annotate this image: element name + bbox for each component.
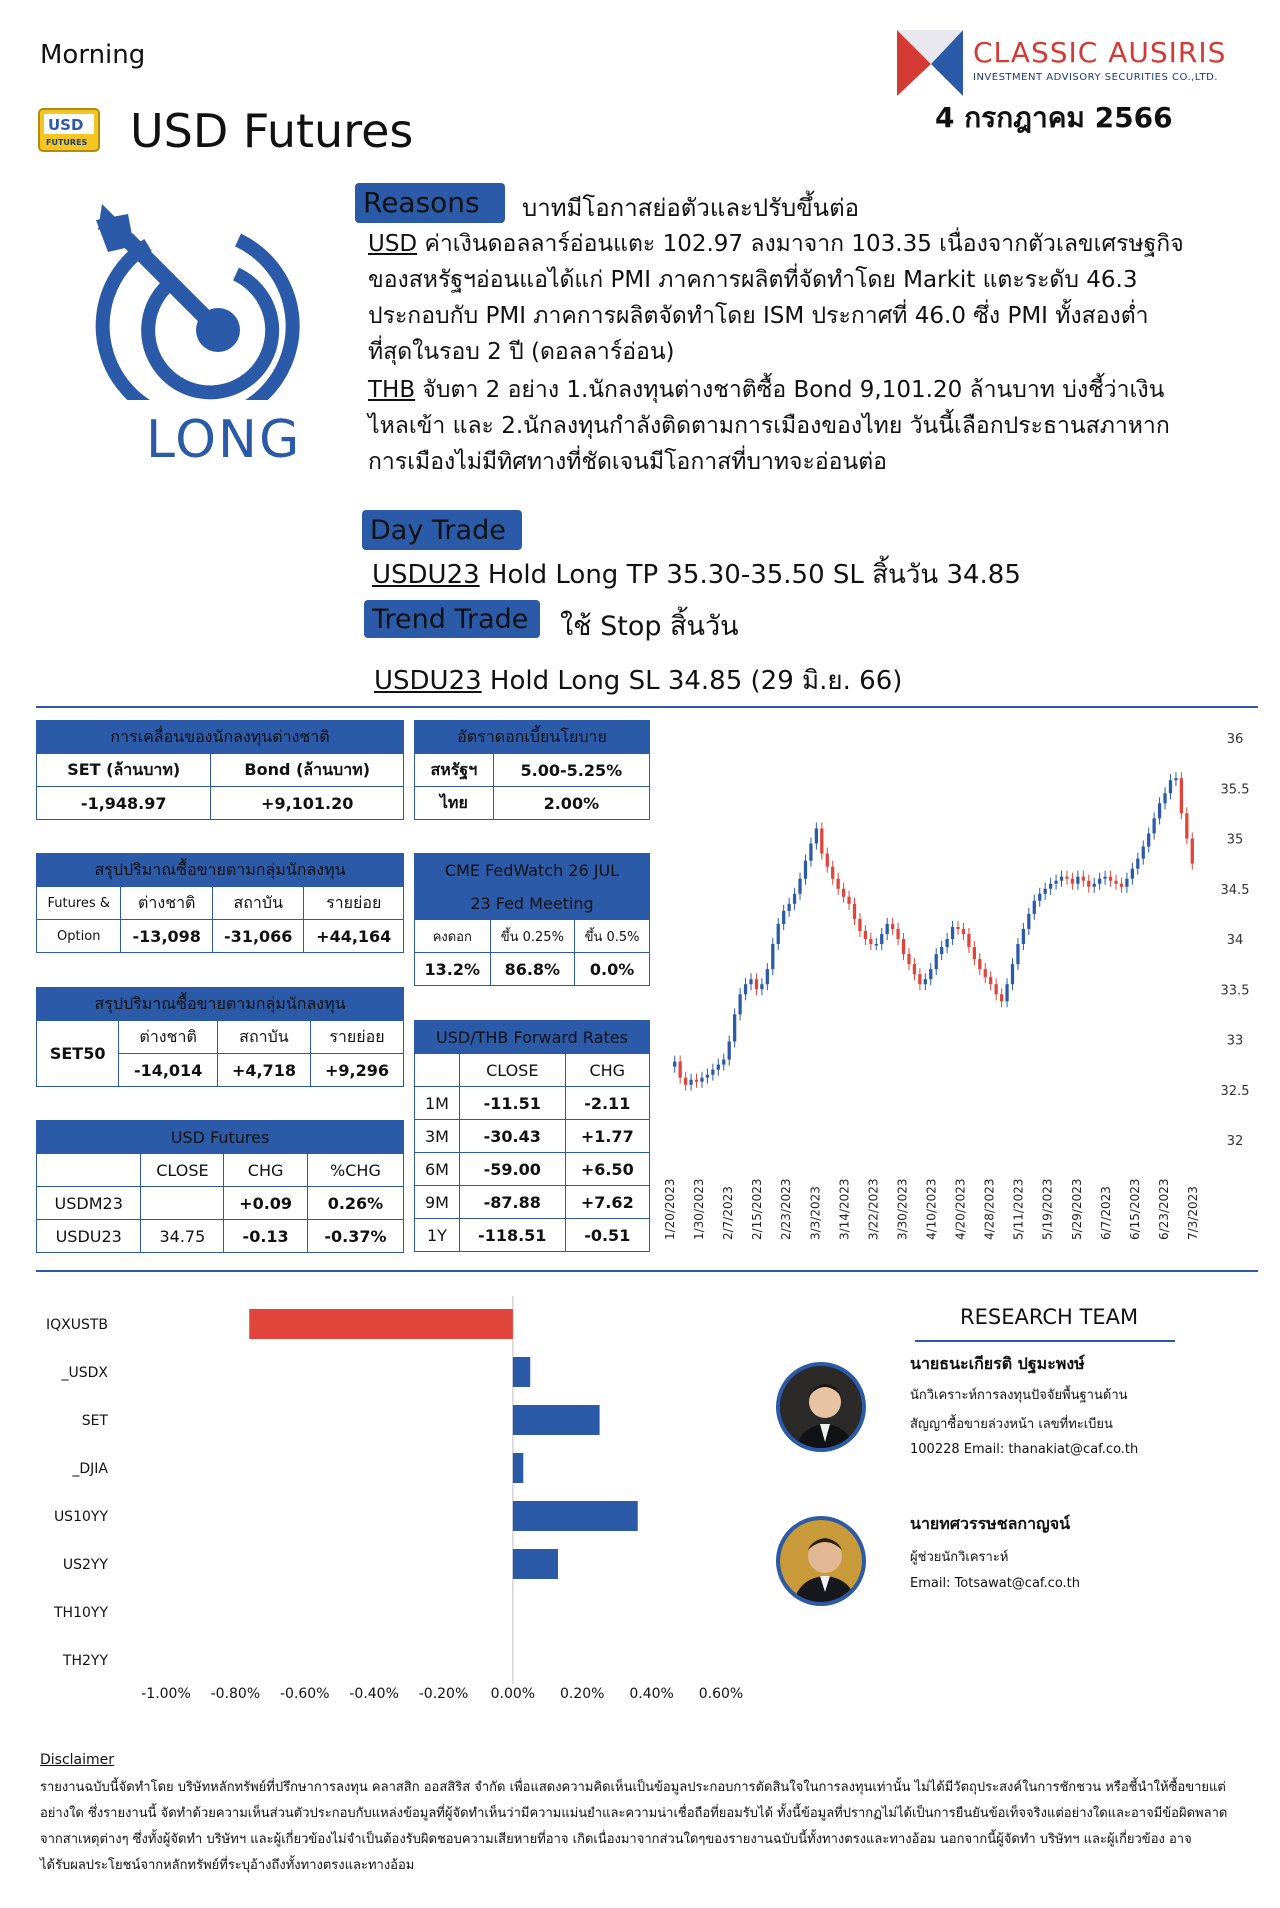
- bar-category-label: _USDX: [61, 1365, 108, 1381]
- trend-trade-pill: Trend Trade: [364, 600, 540, 638]
- bar-category-label: US10YY: [53, 1509, 108, 1525]
- disclaimer-line: อย่างใด ซึ่งรายงานนี้ จัดทำด้วยความเห็นส่วนตัวประกอบกับแหล่งข้อมูลที่ผู้จัดทำเห็นว่ามีความแม่นยำและความน่าเชื่อถือที่ยอมรับได้ ทั้งนี้ข้อมูลที่ปรากฏไม่ได้เป็นการยืนยันข้อเท็จจริงแต่อย่างใดและอาจมีข้อผิดพลาด: [40, 1806, 1228, 1821]
- candle: [1044, 889, 1047, 894]
- row-label: 1M: [415, 1087, 460, 1120]
- disclaimer-title: Disclaimer: [40, 1752, 115, 1768]
- table-cell: -0.51: [565, 1219, 649, 1252]
- column-header: ขึ้น 0.5%: [575, 920, 650, 953]
- candle: [787, 904, 790, 911]
- candle: [1191, 839, 1194, 864]
- x-tick-label: 2/23/2023: [779, 1178, 794, 1240]
- candle: [1016, 944, 1019, 964]
- table-title: สรุปปริมาณซื้อขายตามกลุ่มนักลงทุน: [37, 854, 404, 887]
- analyst-role: สัญญาซื้อขายล่วงหน้า เลขที่ทะเบียน: [910, 1417, 1113, 1432]
- futures-investor-table: [36, 853, 404, 953]
- x-tick-label: 3/3/2023: [808, 1186, 823, 1240]
- thb-reason-text: จับตา 2 อย่าง 1.นักลงทุนต่างชาติซื้อ Bond 9,101.20 ล้านบาท บ่งชี้ว่าเงิน: [415, 377, 1165, 403]
- candle: [869, 939, 872, 944]
- candle: [809, 844, 812, 861]
- usd-reason-text: ค่าเงินดอลลาร์อ่อนแตะ 102.97 ลงมาจาก 103.35 เนื่องจากตัวเลขเศรษฐกิจ: [417, 231, 1184, 257]
- brand-name: CLASSIC AUSIRIS: [973, 36, 1227, 69]
- table-cell: -11.51: [459, 1087, 565, 1120]
- table-title: USD/THB Forward Rates: [415, 1021, 650, 1054]
- candle: [1076, 877, 1079, 884]
- column-header: คงดอก: [415, 920, 491, 953]
- row-label: USDU23: [37, 1220, 141, 1253]
- usd-reason-line: ที่สุดในรอบ 2 ปี (ดอลลาร์อ่อน): [368, 339, 675, 365]
- bar: [249, 1309, 513, 1339]
- table-title: USD Futures: [37, 1121, 404, 1154]
- candlestick-chart: [660, 720, 1260, 1260]
- candle: [744, 984, 747, 994]
- column-header: [415, 1054, 460, 1087]
- column-header: ต่างชาติ: [119, 1021, 218, 1054]
- candle: [896, 929, 899, 939]
- analyst-name: นายทศวรรษชลกาญจน์: [910, 1514, 1070, 1533]
- x-tick-label: 1/20/2023: [663, 1178, 677, 1240]
- bar-category-label: _DJIA: [72, 1461, 108, 1477]
- bar-category-label: US2YY: [62, 1557, 108, 1573]
- x-tick-label: 6/23/2023: [1156, 1178, 1171, 1240]
- candle: [760, 984, 763, 989]
- table-cell: +4,718: [217, 1054, 310, 1087]
- disclaimer-line: รายงานฉบับนี้จัดทำโดย บริษัทหลักทรัพย์ที่ปรึกษาการลงทุน คลาสสิก ออสสิริส จำกัด เพื่อแสดงความคิดเห็นเป็นข้อมูลประกอบการตัดสินใจในการลงทุนเท่านั้น ไม่ได้มีวัตถุประสงค์ในการชักชวน หรือชี้นำให้ซื้อขายแต่: [40, 1780, 1226, 1795]
- candle: [1180, 778, 1183, 813]
- table-cell: -13,098: [121, 920, 213, 953]
- bar: [513, 1357, 530, 1387]
- candle: [1169, 780, 1172, 793]
- candle: [1038, 894, 1041, 901]
- table-cell: -59.00: [459, 1153, 565, 1186]
- candle: [1131, 869, 1134, 879]
- usd-reason-line: [368, 226, 1184, 262]
- analyst-name: นายธนะเกียรติ ปฐมะพงษ์: [910, 1354, 1085, 1373]
- candle: [842, 889, 845, 897]
- y-tick-label: 36: [1226, 732, 1244, 747]
- row-label: Option: [37, 920, 121, 953]
- candle: [1005, 984, 1008, 1001]
- analyst-role: ผู้ช่วยนักวิเคราะห์: [910, 1550, 1009, 1565]
- candle: [1185, 813, 1188, 838]
- table-cell: -87.88: [459, 1186, 565, 1219]
- row-label: 9M: [415, 1186, 460, 1219]
- column-header: ต่างชาติ: [121, 887, 213, 920]
- report-date: 4 กรกฎาคม 2566: [935, 101, 1173, 134]
- candle: [864, 931, 867, 939]
- candle: [717, 1065, 720, 1070]
- candle: [1109, 877, 1112, 881]
- column-header: ขึ้น 0.25%: [490, 920, 575, 953]
- reasons-pill: Reasons: [355, 183, 505, 223]
- target-arrow-icon: [88, 200, 308, 400]
- candle: [1120, 884, 1123, 887]
- bar: [513, 1501, 638, 1531]
- table-cell: -0.37%: [307, 1220, 403, 1253]
- research-underline: [915, 1340, 1175, 1342]
- candle: [738, 994, 741, 1014]
- analyst-role: นักวิเคราะห์การลงทุนปัจจัยพื้นฐานด้าน: [910, 1388, 1128, 1403]
- bar: [513, 1405, 600, 1435]
- candle: [853, 904, 856, 919]
- candle: [902, 939, 905, 954]
- candle: [1082, 877, 1085, 881]
- candle: [777, 924, 780, 944]
- candle: [815, 828, 818, 843]
- bar-category-label: TH2YY: [62, 1653, 108, 1669]
- x-tick-label: 3/30/2023: [895, 1178, 910, 1240]
- x-tick-label: 4/20/2023: [953, 1178, 968, 1240]
- candle: [1022, 929, 1025, 944]
- candle: [1103, 877, 1106, 879]
- table-cell: +9,296: [310, 1054, 403, 1087]
- table-cell: -30.43: [459, 1120, 565, 1153]
- x-tick-label: 5/11/2023: [1011, 1178, 1026, 1240]
- table-cell: 5.00-5.25%: [493, 754, 649, 787]
- x-tick-label: 4/28/2023: [982, 1178, 997, 1240]
- x-tick-label: 5/19/2023: [1040, 1178, 1055, 1240]
- x-tick-label: 2/15/2023: [750, 1178, 765, 1240]
- table-cell: 86.8%: [490, 953, 575, 986]
- candle: [831, 867, 834, 879]
- disclaimer-line: จากสาเหตุต่างๆ ซึ่งทั้งผู้จัดทำ บริษัทฯ และผู้เกี่ยวข้องไม่จำเป็นต้องรับผิดชอบความเสียหายที่อาจ เกิดเนื่องมาจากส่วนใดๆของรายงานฉบับนี้ทั้งทางตรงและทางอ้อม นอกจากนี้ผู้จัดทำ บริษัทฯ และผู้เกี่ยวข้อง อาจ: [40, 1832, 1192, 1847]
- candle: [945, 939, 948, 947]
- column-header: Bond (ล้านบาท): [211, 754, 404, 787]
- table-cell: -118.51: [459, 1219, 565, 1252]
- trend-trade-line: [374, 660, 902, 701]
- column-header: รายย่อย: [310, 1021, 403, 1054]
- usd-reason-line: ของสหรัฐฯอ่อนแอได้แก่ PMI ภาคการผลิตที่จัดทำโดย Markit แตะระดับ 46.3: [368, 267, 1138, 293]
- candle: [1065, 877, 1068, 879]
- candle: [978, 959, 981, 969]
- row-label: SET50: [37, 1021, 119, 1087]
- trend-trade-note: ใช้ Stop สิ้นวัน: [560, 611, 739, 642]
- page-title: USD Futures: [130, 104, 414, 158]
- column-header: CHG: [565, 1054, 649, 1087]
- candle: [679, 1062, 682, 1078]
- candle: [907, 954, 910, 964]
- table-cell: +9,101.20: [211, 787, 404, 820]
- y-tick-label: 32.5: [1220, 1083, 1250, 1099]
- candle: [962, 929, 965, 934]
- table-cell: -14,014: [119, 1054, 218, 1087]
- table-cell: +0.09: [224, 1187, 308, 1220]
- set50-investor-table: [36, 987, 404, 1087]
- candle: [804, 861, 807, 879]
- analyst-email: 100228 Email: thanakiat@caf.co.th: [910, 1442, 1139, 1457]
- candle: [995, 984, 998, 994]
- column-header: [37, 1154, 141, 1187]
- row-label: 6M: [415, 1153, 460, 1186]
- reasons-headline: บาทมีโอกาสย่อตัวและปรับขึ้นต่อ: [522, 194, 860, 222]
- analyst-avatar: [776, 1516, 866, 1606]
- candle: [1033, 901, 1036, 914]
- section-divider: [36, 1270, 1258, 1272]
- table-cell: -1,948.97: [37, 787, 211, 820]
- svg-text:USD: USD: [48, 116, 84, 134]
- x-tick-label: 6/15/2023: [1127, 1178, 1142, 1240]
- candle: [880, 934, 883, 944]
- brand-logo: [895, 28, 1235, 98]
- candle: [700, 1078, 703, 1082]
- x-tick-label: 7/3/2023: [1186, 1186, 1200, 1240]
- x-tick-label: -0.80%: [210, 1686, 261, 1702]
- candle: [782, 911, 785, 924]
- candle: [847, 897, 850, 904]
- price-chart: [660, 720, 1260, 1260]
- candle: [1114, 881, 1117, 884]
- y-tick-label: 32: [1226, 1134, 1244, 1149]
- table-cell: +1.77: [565, 1120, 649, 1153]
- x-tick-label: 0.00%: [490, 1686, 536, 1702]
- table-cell: -0.13: [224, 1220, 308, 1253]
- market-change-chart: [36, 1290, 756, 1720]
- column-header: %CHG: [307, 1154, 403, 1187]
- candle: [1071, 879, 1074, 884]
- y-tick-label: 33: [1226, 1033, 1244, 1049]
- column-header: CLOSE: [459, 1054, 565, 1087]
- x-tick-label: -0.40%: [349, 1686, 399, 1702]
- bar: [513, 1549, 558, 1579]
- candle: [875, 944, 878, 946]
- research-team-title: RESEARCH TEAM: [960, 1305, 1139, 1329]
- candle: [1158, 803, 1161, 818]
- y-tick-label: 34.5: [1220, 882, 1250, 898]
- table-cell: 2.00%: [493, 787, 649, 820]
- x-tick-label: 2/7/2023: [721, 1186, 736, 1240]
- usd-tag: USD: [368, 231, 418, 257]
- candle: [967, 934, 970, 947]
- candle: [886, 924, 889, 934]
- candle: [673, 1062, 676, 1067]
- report-edition: Morning: [40, 40, 146, 70]
- candle: [1125, 879, 1128, 887]
- section-divider: [36, 706, 1258, 708]
- fedwatch-table: [414, 853, 650, 986]
- candle: [1098, 879, 1101, 884]
- table-cell: +6.50: [565, 1153, 649, 1186]
- candle: [1060, 877, 1063, 881]
- table-title: สรุปปริมาณซื้อขายตามกลุ่มนักลงทุน: [37, 988, 404, 1021]
- x-tick-label: 4/10/2023: [924, 1178, 939, 1240]
- candle: [826, 854, 829, 867]
- candle: [1087, 881, 1090, 887]
- x-tick-label: -0.60%: [279, 1686, 330, 1702]
- forward-rates-table: [414, 1020, 650, 1252]
- trend-trade-text: Hold Long SL 34.85 (29 มิ.ย. 66): [481, 666, 903, 696]
- candle: [984, 969, 987, 977]
- candle: [951, 927, 954, 939]
- candle: [1027, 914, 1030, 929]
- candle: [766, 969, 769, 984]
- bar-category-label: IQXUSTB: [45, 1317, 108, 1333]
- table-cell: [141, 1187, 224, 1220]
- candle: [935, 954, 938, 969]
- analyst-avatar: [776, 1362, 866, 1452]
- y-tick-label: 33.5: [1220, 983, 1250, 999]
- y-tick-label: 34: [1226, 933, 1244, 948]
- x-tick-label: -1.00%: [141, 1686, 191, 1702]
- table-title: การเคลื่อนของนักลงทุนต่างชาติ: [37, 721, 404, 754]
- x-tick-label: 5/29/2023: [1069, 1178, 1084, 1240]
- disclaimer-line: ได้รับผลประโยชน์จากหลักทรัพย์ที่ระบุอ้างถึงทั้งทางตรงและทางอ้อม: [40, 1858, 415, 1873]
- candle: [733, 1014, 736, 1041]
- candle: [749, 979, 752, 984]
- x-tick-label: 3/14/2023: [837, 1178, 852, 1240]
- column-header: รายย่อย: [304, 887, 404, 920]
- candle: [1153, 818, 1156, 833]
- table-cell: 0.0%: [575, 953, 650, 986]
- usd-futures-logo: [38, 108, 100, 152]
- logo-lettering: FUTURES: [46, 138, 88, 147]
- column-header: SET (ล้านบาท): [37, 754, 211, 787]
- day-trade-text: Hold Long TP 35.30-35.50 SL สิ้นวัน 34.85: [479, 560, 1021, 590]
- foreign-flow-table: [36, 720, 404, 820]
- thb-reason-line: [368, 372, 1164, 408]
- signal-label: LONG: [146, 410, 302, 470]
- bar-category-label: TH10YY: [54, 1605, 108, 1621]
- candle: [918, 974, 921, 984]
- candle: [722, 1060, 725, 1065]
- table-cell: +7.62: [565, 1186, 649, 1219]
- candle: [940, 947, 943, 954]
- table-cell: +44,164: [304, 920, 404, 953]
- table-cell: สหรัฐฯ: [415, 754, 494, 787]
- candle: [956, 927, 959, 929]
- candle: [711, 1070, 714, 1075]
- y-tick-label: 35.5: [1220, 782, 1250, 798]
- candle: [798, 879, 801, 894]
- bar-category-label: SET: [81, 1413, 108, 1429]
- x-tick-label: 6/7/2023: [1098, 1186, 1113, 1240]
- column-header: CLOSE: [141, 1154, 224, 1187]
- table-title: CME FedWatch 26 JUL: [415, 854, 650, 887]
- candle: [820, 828, 823, 853]
- candle: [1054, 881, 1057, 884]
- thb-reason-line: การเมืองไม่มีทิศทางที่ชัดเจนมีโอกาสที่บาทจะอ่อนต่อ: [368, 449, 887, 475]
- table-cell: -2.11: [565, 1087, 649, 1120]
- row-label: Futures &: [37, 887, 121, 920]
- candle: [1163, 793, 1166, 803]
- candle: [891, 924, 894, 929]
- usd-reason-line: ประกอบกับ PMI ภาคการผลิตจัดทำโดย ISM ประกาศที่ 46.0 ซึ่ง PMI ทั้งสองต่ำ: [368, 303, 1149, 329]
- candle: [706, 1075, 709, 1078]
- candle: [771, 944, 774, 969]
- brand-mark-icon: [895, 28, 965, 98]
- candle: [1174, 778, 1177, 780]
- x-tick-label: 0.20%: [560, 1686, 605, 1702]
- thb-reason-line: ไหลเข้า และ 2.นักลงทุนกำลังติดตามการเมืองของไทย วันนี้เลือกประธานสภาหาก: [368, 413, 1170, 439]
- candle: [837, 879, 840, 889]
- candle: [1000, 994, 1003, 1001]
- candle: [858, 919, 861, 931]
- horizontal-bar-chart: [36, 1290, 756, 1720]
- table-cell: 34.75: [141, 1220, 224, 1253]
- x-tick-label: 3/22/2023: [866, 1178, 881, 1240]
- column-header: CHG: [224, 1154, 308, 1187]
- analyst-email: Email: Totsawat@caf.co.th: [910, 1576, 1081, 1591]
- candle: [924, 979, 927, 984]
- policy-rate-table: [414, 720, 650, 820]
- row-label: 3M: [415, 1120, 460, 1153]
- candle: [1147, 833, 1150, 846]
- table-cell: -31,066: [212, 920, 304, 953]
- candle: [684, 1078, 687, 1085]
- candle: [1136, 859, 1139, 869]
- candle: [929, 969, 932, 979]
- x-tick-label: 0.40%: [629, 1686, 674, 1702]
- candle: [755, 979, 758, 989]
- candle: [728, 1042, 731, 1060]
- candle: [989, 977, 992, 984]
- day-trade-pill: Day Trade: [362, 510, 522, 550]
- day-trade-symbol: USDU23: [372, 560, 480, 590]
- table-cell: ไทย: [415, 787, 494, 820]
- candle: [1049, 884, 1052, 889]
- day-trade-line: [372, 554, 1021, 595]
- column-header: สถาบัน: [212, 887, 304, 920]
- table-cell: 13.2%: [415, 953, 491, 986]
- candle: [689, 1080, 692, 1085]
- bar: [513, 1453, 523, 1483]
- column-header: สถาบัน: [217, 1021, 310, 1054]
- candle: [695, 1080, 698, 1082]
- candle: [1142, 847, 1145, 859]
- candle: [973, 947, 976, 959]
- x-tick-label: 1/30/2023: [692, 1178, 707, 1240]
- brand-subtitle: INVESTMENT ADVISORY SECURITIES CO.,LTD.: [973, 72, 1218, 83]
- x-tick-label: 0.60%: [698, 1686, 744, 1702]
- table-title: อัตราดอกเบี้ยนโยบาย: [415, 721, 650, 754]
- candle: [913, 964, 916, 974]
- row-label: USDM23: [37, 1187, 141, 1220]
- row-label: 1Y: [415, 1219, 460, 1252]
- usd-futures-table: [36, 1120, 404, 1253]
- candle: [793, 894, 796, 904]
- table-cell: 0.26%: [307, 1187, 403, 1220]
- candle: [1093, 884, 1096, 887]
- trend-trade-symbol: USDU23: [374, 666, 482, 696]
- y-tick-label: 35: [1226, 832, 1244, 848]
- thb-tag: THB: [368, 377, 416, 403]
- x-tick-label: -0.20%: [418, 1686, 469, 1702]
- candle: [1011, 964, 1014, 984]
- table-subtitle: 23 Fed Meeting: [415, 887, 650, 920]
